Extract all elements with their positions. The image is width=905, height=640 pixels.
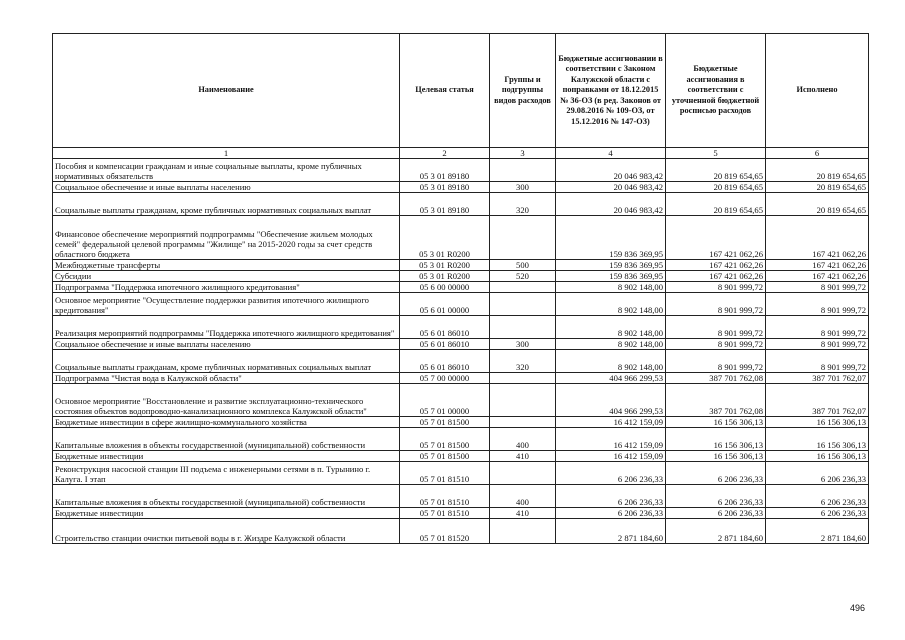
- row-name: Социальное обеспечение и иные выплаты населению: [53, 182, 400, 193]
- row-name: Подпрограмма "Чистая вода в Калужской области": [53, 373, 400, 384]
- table-row: [53, 462, 869, 485]
- executed-amount: 387 701 762,07: [766, 373, 869, 384]
- law-amount: 20 046 983,42: [556, 193, 666, 216]
- row-name: Бюджетные инвестиции в сфере жилищно-коммунального хозяйства: [53, 417, 400, 428]
- table-row: [53, 519, 869, 544]
- table-row: [53, 182, 869, 193]
- target-article-code: 05 7 01 81510: [400, 485, 490, 508]
- list-amount: 20 819 654,65: [666, 182, 766, 193]
- row-name: Основное мероприятие "Осуществление поддержки развития ипотечного жилищного кредитования": [53, 293, 400, 316]
- expense-group-code: 500: [490, 260, 556, 271]
- table-row: [53, 159, 869, 182]
- table-row: [53, 384, 869, 417]
- column-number: 5: [666, 148, 766, 159]
- row-name: Социальные выплаты гражданам, кроме публичных нормативных социальных выплат: [53, 193, 400, 216]
- executed-amount: 167 421 062,26: [766, 271, 869, 282]
- law-amount: 8 902 148,00: [556, 350, 666, 373]
- table-row: [53, 485, 869, 508]
- executed-amount: 20 819 654,65: [766, 193, 869, 216]
- list-amount: 6 206 236,33: [666, 508, 766, 519]
- law-amount: 20 046 983,42: [556, 159, 666, 182]
- law-amount: 20 046 983,42: [556, 182, 666, 193]
- table-row: [53, 216, 869, 260]
- law-amount: 16 412 159,09: [556, 451, 666, 462]
- expense-group-code: 400: [490, 428, 556, 451]
- target-article-code: 05 7 00 00000: [400, 373, 490, 384]
- table-row: [53, 293, 869, 316]
- target-article-code: 05 7 01 81510: [400, 508, 490, 519]
- list-amount: 8 901 999,72: [666, 350, 766, 373]
- row-name: Реализация мероприятий подпрограммы "Поддержка ипотечного жилищного кредитования": [53, 316, 400, 339]
- law-amount: 8 902 148,00: [556, 293, 666, 316]
- row-name: Межбюджетные трансферты: [53, 260, 400, 271]
- expense-group-code: 320: [490, 350, 556, 373]
- executed-amount: 8 901 999,72: [766, 350, 869, 373]
- executed-amount: 6 206 236,33: [766, 462, 869, 485]
- target-article-code: 05 7 01 00000: [400, 384, 490, 417]
- row-name: Субсидии: [53, 271, 400, 282]
- table-row: [53, 508, 869, 519]
- expense-group-code: [490, 293, 556, 316]
- expense-group-code: 410: [490, 508, 556, 519]
- list-amount: 387 701 762,08: [666, 373, 766, 384]
- law-amount: 6 206 236,33: [556, 462, 666, 485]
- header-name: Наименование: [53, 34, 400, 148]
- row-name: Социальное обеспечение и иные выплаты населению: [53, 339, 400, 350]
- list-amount: 16 156 306,13: [666, 428, 766, 451]
- list-amount: 8 901 999,72: [666, 339, 766, 350]
- column-number: 4: [556, 148, 666, 159]
- executed-amount: 8 901 999,72: [766, 316, 869, 339]
- header-list-appropriations: Бюджетные ассигнования в соответствии с уточненной бюджетной росписью расходов: [666, 34, 766, 148]
- executed-amount: 8 901 999,72: [766, 339, 869, 350]
- list-amount: 6 206 236,33: [666, 485, 766, 508]
- target-article-code: 05 7 01 81520: [400, 519, 490, 544]
- target-article-code: 05 7 01 81510: [400, 462, 490, 485]
- executed-amount: 8 901 999,72: [766, 293, 869, 316]
- table-row: [53, 316, 869, 339]
- executed-amount: 16 156 306,13: [766, 451, 869, 462]
- target-article-code: 05 6 01 00000: [400, 293, 490, 316]
- list-amount: 167 421 062,26: [666, 216, 766, 260]
- law-amount: 159 836 369,95: [556, 216, 666, 260]
- list-amount: 16 156 306,13: [666, 451, 766, 462]
- table-row: [53, 373, 869, 384]
- law-amount: 404 966 299,53: [556, 373, 666, 384]
- target-article-code: 05 3 01 89180: [400, 159, 490, 182]
- target-article-code: 05 7 01 81500: [400, 417, 490, 428]
- expense-group-code: [490, 417, 556, 428]
- expense-group-code: 410: [490, 451, 556, 462]
- header-law-appropriations: Бюджетные ассигновании в соответствии с Законом Калужской области с поправками от 18.12.2015 № 36-ОЗ (в ред. Законов от 29.08.2016 № 109-ОЗ, от 15.12.2016 № 147-ОЗ): [556, 34, 666, 148]
- column-number: 2: [400, 148, 490, 159]
- table-row: [53, 193, 869, 216]
- expense-group-code: [490, 216, 556, 260]
- law-amount: 16 412 159,09: [556, 428, 666, 451]
- table-row: [53, 260, 869, 271]
- list-amount: 20 819 654,65: [666, 193, 766, 216]
- expense-group-code: 300: [490, 339, 556, 350]
- list-amount: 16 156 306,13: [666, 417, 766, 428]
- expense-group-code: [490, 316, 556, 339]
- expense-group-code: [490, 159, 556, 182]
- executed-amount: 2 871 184,60: [766, 519, 869, 544]
- law-amount: 6 206 236,33: [556, 508, 666, 519]
- row-name: Подпрограмма "Поддержка ипотечного жилищного кредитования": [53, 282, 400, 293]
- law-amount: 2 871 184,60: [556, 519, 666, 544]
- target-article-code: 05 6 01 86010: [400, 350, 490, 373]
- list-amount: 8 901 999,72: [666, 293, 766, 316]
- expense-group-code: 520: [490, 271, 556, 282]
- target-article-code: 05 7 01 81500: [400, 451, 490, 462]
- executed-amount: 20 819 654,65: [766, 159, 869, 182]
- header-target-article: Целевая статья: [400, 34, 490, 148]
- list-amount: 6 206 236,33: [666, 462, 766, 485]
- executed-amount: 6 206 236,33: [766, 508, 869, 519]
- header-executed: Исполнено: [766, 34, 869, 148]
- target-article-code: 05 3 01 R0200: [400, 271, 490, 282]
- column-number-row: [53, 148, 869, 159]
- law-amount: 8 902 148,00: [556, 339, 666, 350]
- table-row: [53, 451, 869, 462]
- expense-group-code: [490, 373, 556, 384]
- target-article-code: 05 3 01 R0200: [400, 260, 490, 271]
- row-name: Бюджетные инвестиции: [53, 451, 400, 462]
- target-article-code: 05 3 01 R0200: [400, 216, 490, 260]
- row-name: Социальные выплаты гражданам, кроме публичных нормативных социальных выплат: [53, 350, 400, 373]
- law-amount: 404 966 299,53: [556, 384, 666, 417]
- target-article-code: 05 6 01 86010: [400, 339, 490, 350]
- expense-group-code: [490, 282, 556, 293]
- law-amount: 8 902 148,00: [556, 282, 666, 293]
- executed-amount: 6 206 236,33: [766, 485, 869, 508]
- list-amount: 2 871 184,60: [666, 519, 766, 544]
- table-row: [53, 339, 869, 350]
- budget-document: [52, 33, 869, 544]
- list-amount: 387 701 762,08: [666, 384, 766, 417]
- list-amount: 20 819 654,65: [666, 159, 766, 182]
- row-name: Капитальные вложения в объекты государственной (муниципальной) собственности: [53, 428, 400, 451]
- law-amount: 159 836 369,95: [556, 260, 666, 271]
- table-body: [53, 159, 869, 544]
- budget-table: [52, 33, 869, 544]
- executed-amount: 16 156 306,13: [766, 428, 869, 451]
- list-amount: 167 421 062,26: [666, 271, 766, 282]
- target-article-code: 05 6 01 86010: [400, 316, 490, 339]
- list-amount: 8 901 999,72: [666, 282, 766, 293]
- list-amount: 167 421 062,26: [666, 260, 766, 271]
- row-name: Реконструкция насосной станции III подъема с инженерными сетями в п. Турынино г. Калуга. I этап: [53, 462, 400, 485]
- expense-group-code: 320: [490, 193, 556, 216]
- executed-amount: 8 901 999,72: [766, 282, 869, 293]
- target-article-code: 05 3 01 89180: [400, 182, 490, 193]
- row-name: Капитальные вложения в объекты государственной (муниципальной) собственности: [53, 485, 400, 508]
- row-name: Основное мероприятие "Восстановление и развитие эксплуатационно-технического состояния объектов водопроводно-канализационного комплекса Калужской области": [53, 384, 400, 417]
- executed-amount: 16 156 306,13: [766, 417, 869, 428]
- column-number: 1: [53, 148, 400, 159]
- law-amount: 159 836 369,95: [556, 271, 666, 282]
- law-amount: 8 902 148,00: [556, 316, 666, 339]
- law-amount: 16 412 159,09: [556, 417, 666, 428]
- target-article-code: 05 3 01 89180: [400, 193, 490, 216]
- law-amount: 6 206 236,33: [556, 485, 666, 508]
- executed-amount: 167 421 062,26: [766, 216, 869, 260]
- expense-group-code: [490, 462, 556, 485]
- table-row: [53, 271, 869, 282]
- expense-group-code: 400: [490, 485, 556, 508]
- list-amount: 8 901 999,72: [666, 316, 766, 339]
- target-article-code: 05 6 00 00000: [400, 282, 490, 293]
- column-number: 3: [490, 148, 556, 159]
- table-row: [53, 428, 869, 451]
- header-expense-group: Группы и подгруппы видов расходов: [490, 34, 556, 148]
- expense-group-code: 300: [490, 182, 556, 193]
- target-article-code: 05 7 01 81500: [400, 428, 490, 451]
- table-row: [53, 350, 869, 373]
- executed-amount: 167 421 062,26: [766, 260, 869, 271]
- expense-group-code: [490, 519, 556, 544]
- row-name: Финансовое обеспечение мероприятий подпрограммы "Обеспечение жильем молодых семей" федеральной целевой программы "Жилище" на 2015-2020 годы за счет средств областного бюджета: [53, 216, 400, 260]
- expense-group-code: [490, 384, 556, 417]
- column-number: 6: [766, 148, 869, 159]
- table-row: [53, 417, 869, 428]
- executed-amount: 20 819 654,65: [766, 182, 869, 193]
- row-name: Бюджетные инвестиции: [53, 508, 400, 519]
- executed-amount: 387 701 762,07: [766, 384, 869, 417]
- table-header-row: [53, 34, 869, 148]
- page-number: 496: [850, 603, 866, 613]
- row-name: Пособия и компенсации гражданам и иные социальные выплаты, кроме публичных нормативных обязательств: [53, 159, 400, 182]
- table-row: [53, 282, 869, 293]
- row-name: Строительство станции очистки питьевой воды в г. Жиздре Калужской области: [53, 519, 400, 544]
